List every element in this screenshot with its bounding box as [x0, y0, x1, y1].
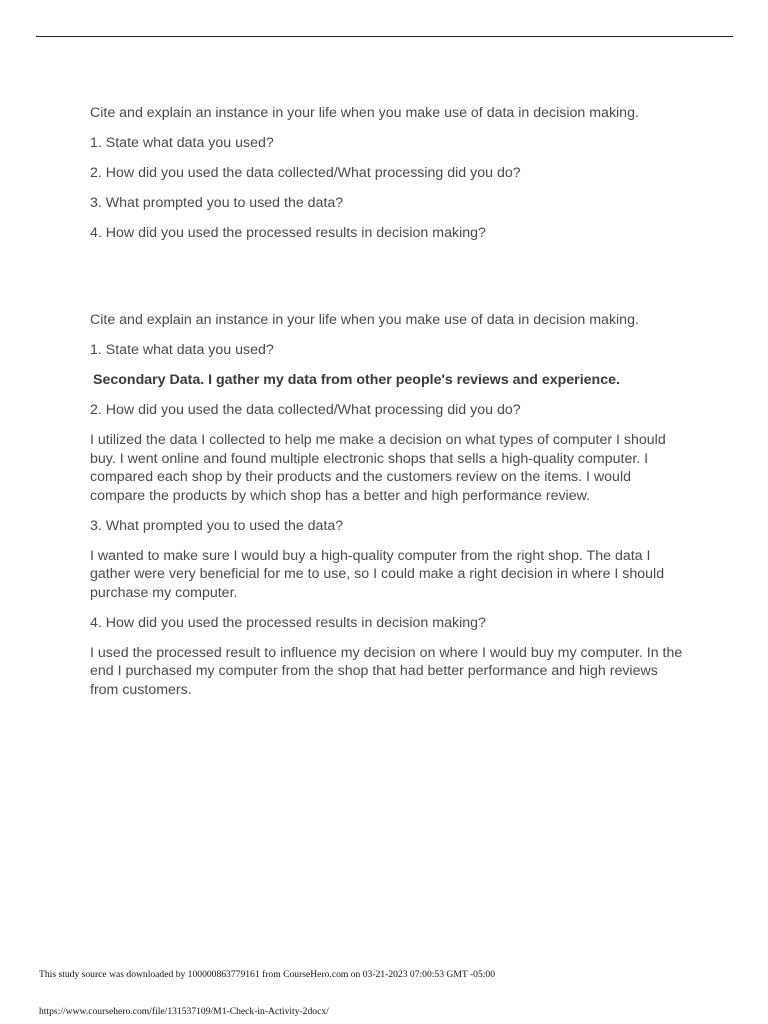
header-divider	[36, 36, 733, 37]
question-3: 3. What prompted you to used the data?	[90, 195, 344, 211]
question-3-repeat: 3. What prompted you to used the data?	[90, 517, 344, 534]
answer-4: I used the processed result to influence my decision on where I would buy my computer. In the end I purchased my computer from the shop that had better performance and high reviews from customers.	[90, 644, 683, 698]
activity-prompt-repeat: Cite and explain an instance in your life when you make use of data in decision making.	[90, 312, 639, 328]
question-2-repeat: 2. How did you used the data collected/What processing did you do?	[90, 402, 521, 418]
question-1: 1. State what data you used?	[90, 135, 274, 151]
question-4: 4. How did you used the processed results in decision making?	[90, 225, 486, 241]
question-2: 2. How did you used the data collected/What processing did you do?	[90, 165, 521, 181]
question-4-repeat: 4. How did you used the processed results in decision making?	[90, 614, 486, 631]
answer-1: Secondary Data. I gather my data from other people's reviews and experience.	[93, 372, 620, 388]
activity-prompt: Cite and explain an instance in your life when you make use of data in decision making.	[90, 105, 639, 121]
section-spacer	[90, 254, 690, 311]
source-url[interactable]: https://www.coursehero.com/file/131537109/M1-Check-in-Activity-2docx/	[39, 1006, 329, 1017]
download-source-notice: This study source was downloaded by 100000863779161 from CourseHero.com on 03-21-2023 07:00:53 GMT -05:00	[39, 969, 496, 980]
answers-section	[90, 311, 690, 699]
answer-3: I wanted to make sure I would buy a high-quality computer from the right shop. The data I gather were very beneficial for me to use, so I could make a right decision in where I should purchase my computer.	[90, 547, 665, 601]
question-1-repeat: 1. State what data you used?	[90, 342, 274, 358]
questions-section	[90, 104, 690, 243]
document-body	[90, 104, 690, 711]
answer-2: I utilized the data I collected to help me make a decision on what types of computer I should buy. I went online and found multiple electronic shops that sells a high-quality computer. I compared each shop by their products and the customers review on the items. I would compare the products by which shop has a better and high performance review.	[90, 432, 666, 504]
